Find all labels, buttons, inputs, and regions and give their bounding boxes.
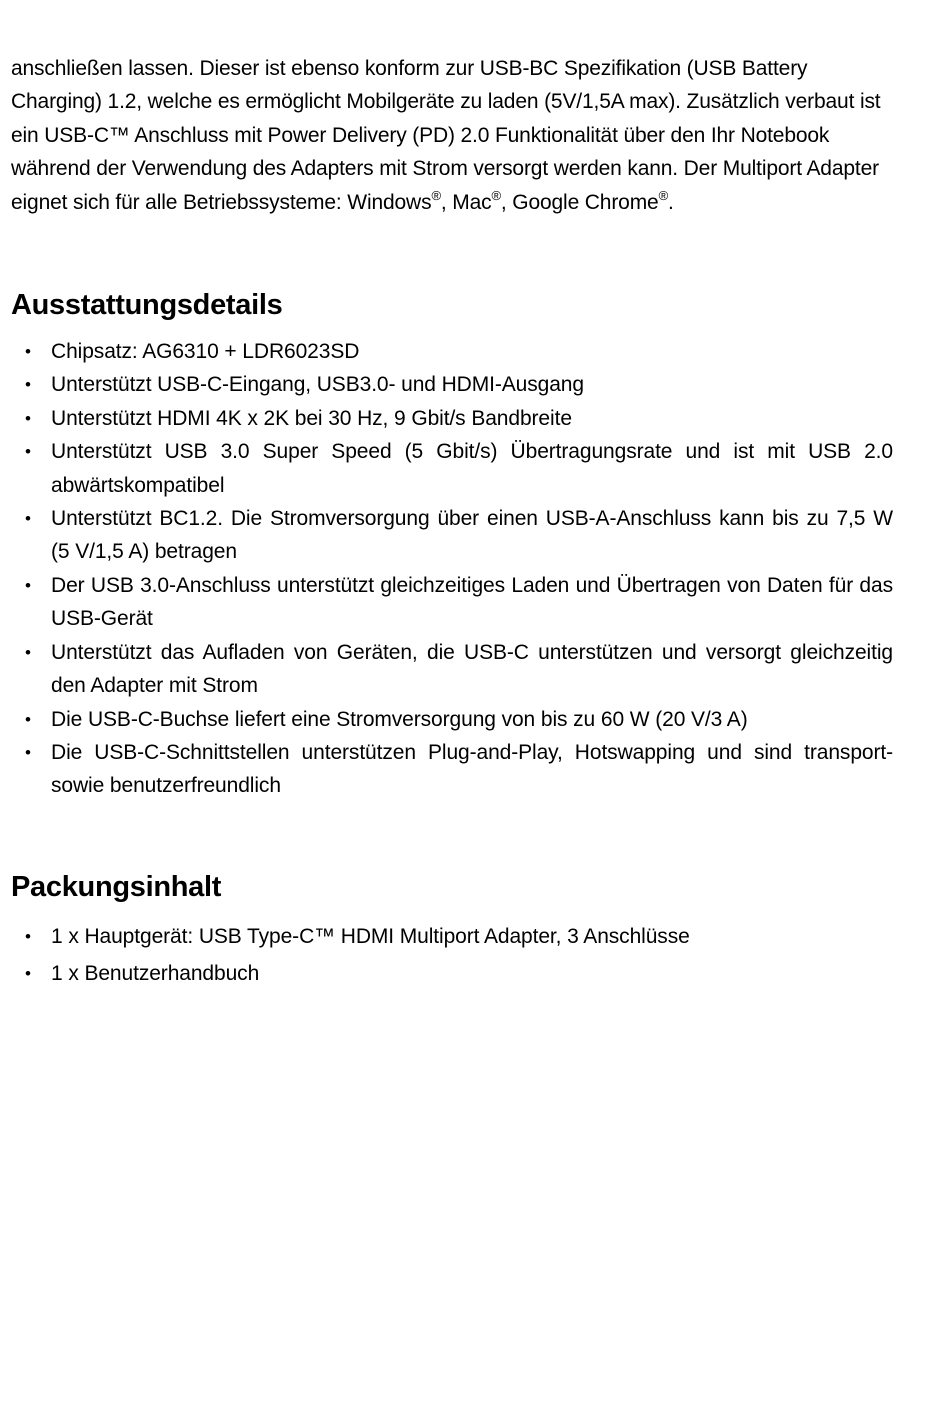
intro-paragraph (11, 52, 893, 219)
list-item (11, 920, 893, 953)
bullet-icon: • (25, 926, 31, 946)
registered-mark-chrome: ® (658, 187, 669, 203)
registered-mark-windows: ® (431, 187, 441, 203)
list-item (11, 957, 893, 990)
section-heading-ausstattungsdetails: Ausstattungsdetails (11, 289, 283, 322)
list-item-text: Unterstützt USB-C-Eingang, USB3.0- und HDMI-Ausgang (51, 373, 584, 397)
section-heading-packungsinhalt: Packungsinhalt (11, 870, 222, 903)
bullet-icon: • (25, 509, 31, 529)
list-item-text: Unterstützt HDMI 4K x 2K bei 30 Hz, 9 Gbit/s Bandbreite (51, 406, 572, 430)
package-contents-list (11, 920, 893, 991)
list-item (11, 569, 893, 636)
document-page (11, 52, 893, 995)
list-item-text: Chipsatz: AG6310 + LDR6023SD (51, 340, 360, 364)
list-item-text: 1 x Hauptgerät: USB Type-C™ HDMI Multiport Adapter, 3 Anschlüsse (51, 924, 690, 948)
feature-list (11, 335, 893, 803)
bullet-icon: • (25, 408, 31, 428)
list-item (11, 736, 893, 803)
intro-text-end: . (668, 190, 674, 214)
registered-mark-mac: ® (491, 187, 501, 203)
bullet-icon: • (25, 342, 31, 362)
bullet-icon: • (25, 442, 31, 462)
list-item (11, 636, 893, 703)
bullet-icon: • (25, 709, 31, 729)
list-item-text: Unterstützt USB 3.0 Super Speed (5 Gbit/s) Übertragungsrate und ist mit USB 2.0 abwärtskompatibel (51, 440, 893, 497)
list-item (11, 703, 893, 736)
bullet-icon: • (25, 742, 31, 762)
list-item-text: Der USB 3.0-Anschluss unterstützt gleichzeitiges Laden und Übertragen von Daten für das USB-Gerät (51, 573, 893, 631)
bullet-icon: • (25, 375, 31, 395)
list-item (11, 402, 893, 435)
list-item (11, 502, 893, 569)
bullet-icon: • (25, 642, 31, 662)
list-item-text: 1 x Benutzerhandbuch (51, 962, 260, 986)
intro-text: anschließen lassen. Dieser ist ebenso konform zur USB-BC Spezifikation (USB Battery Charging) 1.2, welche es ermöglicht Mobilgeräte zu laden (5V/1,5A max). Zusätzlich verbaut ist ein USB-C™ Anschluss mit Power Delivery (PD) 2.0 Funktionalität über den Ihr Notebook während der Verwendung des Adapters mit Strom versorgt werden kann. Der Multiport Adapter eignet sich für alle Betriebssysteme: Windows (11, 57, 881, 214)
bullet-icon: • (25, 575, 31, 595)
list-item-text: Unterstützt das Aufladen von Geräten, die USB-C unterstützen und versorgt gleichzeitig den Adapter mit Strom (51, 640, 893, 698)
list-item (11, 435, 893, 502)
list-item-text: Die USB-C-Buchse liefert eine Stromversorgung von bis zu 60 W (20 V/3 A) (51, 707, 748, 731)
bullet-icon: • (25, 964, 31, 984)
list-item (11, 335, 893, 368)
intro-text-mac: , Mac (440, 190, 492, 214)
list-item-text: Unterstützt BC1.2. Die Stromversorgung über einen USB-A-Anschluss kann bis zu 7,5 W (5 V/1,5 A) betragen (51, 507, 893, 564)
list-item (11, 368, 893, 401)
list-item-text: Die USB-C-Schnittstellen unterstützen Plug-and-Play, Hotswapping und sind transport- sowie benutzerfreundlich (51, 740, 893, 798)
intro-text-chrome: , Google Chrome (500, 190, 659, 214)
